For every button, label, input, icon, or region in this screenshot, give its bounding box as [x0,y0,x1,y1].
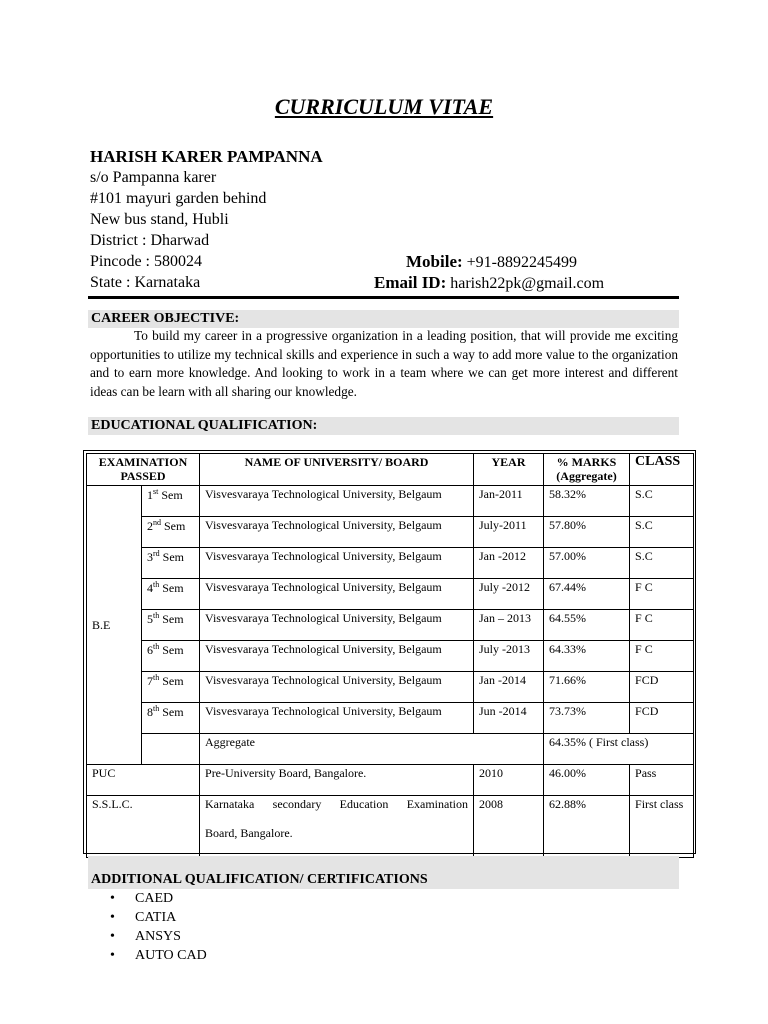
class-cell: FCD [630,703,694,734]
university-cell: Visvesvaraya Technological University, Belgaum [200,517,474,548]
semester-cell: 1st Sem [142,486,200,517]
university-cell: Visvesvaraya Technological University, Belgaum [200,579,474,610]
class-cell: F C [630,641,694,672]
exam-cell: S.S.L.C. [87,796,200,858]
semester-cell: 4th Sem [142,579,200,610]
education-heading: EDUCATIONAL QUALIFICATION: [88,417,679,435]
university-cell: Visvesvaraya Technological University, Belgaum [200,703,474,734]
email-label: Email ID: [374,273,447,292]
aggregate-value: 64.35% ( First class) [544,734,694,765]
marks-cell: 64.55% [544,610,630,641]
university-cell: Karnataka secondary Education Examination Board, Bangalore. [200,796,474,858]
semester-cell: 8th Sem [142,703,200,734]
mobile-number: +91-8892245499 [466,254,578,271]
mobile-contact [406,252,577,272]
university-cell: Visvesvaraya Technological University, Belgaum [200,641,474,672]
university-cell: Pre-University Board, Bangalore. [200,765,474,796]
list-item: • CAED [110,889,207,908]
class-cell: S.C [630,548,694,579]
class-cell: FCD [630,672,694,703]
university-cell: Visvesvaraya Technological University, Belgaum [200,486,474,517]
year-cell: Jan -2012 [474,548,544,579]
mobile-label: Mobile: [406,252,463,271]
aggregate-row [87,734,694,765]
address-line: New bus stand, Hubli [90,211,229,228]
address-line: District : Dharwad [90,232,210,249]
class-cell: S.C [630,517,694,548]
class-cell: Pass [630,765,694,796]
document-title: CURRICULUM VITAE [274,94,494,119]
email-contact [374,273,604,293]
table-row [87,765,694,796]
list-item: • ANSYS [110,927,207,946]
table-row [87,517,694,548]
exam-cell: PUC [87,765,200,796]
semester-cell: 2nd Sem [142,517,200,548]
table-row [87,486,694,517]
aggregate-label: Aggregate [200,734,544,765]
address-line: Pincode : 580024 [90,253,202,270]
address-line: s/o Pampanna karer [90,169,217,186]
table-row [87,796,694,858]
class-cell: F C [630,579,694,610]
year-cell: 2010 [474,765,544,796]
header-year: YEAR [474,454,544,486]
header-divider [88,296,679,299]
aggregate-blank-cell [142,734,200,765]
candidate-name: HARISH KARER PAMPANNA [90,147,323,166]
semester-cell: 7th Sem [142,672,200,703]
year-cell: Jan – 2013 [474,610,544,641]
marks-cell: 73.73% [544,703,630,734]
certification-list [110,889,207,965]
marks-cell: 46.00% [544,765,630,796]
table-row [87,579,694,610]
header-exam: EXAMINATION PASSED [87,454,200,486]
university-cell: Visvesvaraya Technological University, Belgaum [200,610,474,641]
education-table [86,453,694,858]
year-cell: Jan -2014 [474,672,544,703]
be-label: B.E [87,486,142,765]
table-row [87,641,694,672]
address-line: #101 mayuri garden behind [90,190,267,207]
year-cell: July-2011 [474,517,544,548]
class-cell: S.C [630,486,694,517]
year-cell: July -2012 [474,579,544,610]
marks-cell: 57.00% [544,548,630,579]
address-line: State : Karnataka [90,274,201,291]
marks-cell: 62.88% [544,796,630,858]
year-cell: Jan-2011 [474,486,544,517]
education-table-frame [83,450,696,854]
university-cell: Visvesvaraya Technological University, Belgaum [200,548,474,579]
header-class: CLASS [630,454,694,486]
header-university: NAME OF UNIVERSITY/ BOARD [200,454,474,486]
marks-cell: 58.32% [544,486,630,517]
class-cell: F C [630,610,694,641]
list-item: • AUTO CAD [110,946,207,965]
marks-cell: 67.44% [544,579,630,610]
year-cell: July -2013 [474,641,544,672]
semester-cell: 5th Sem [142,610,200,641]
table-row [87,610,694,641]
career-objective-heading: CAREER OBJECTIVE: [88,310,679,328]
table-row [87,672,694,703]
semester-cell: 6th Sem [142,641,200,672]
table-row [87,703,694,734]
table-header-row [87,454,694,486]
marks-cell: 64.33% [544,641,630,672]
table-row [87,548,694,579]
career-objective-text: To build my career in a progressive organization in a leading position, that will provide me exciting opportunities to utilize my technical skills and experience in such a way to add more value to the organization and to earn more knowledge. And looking to work in a team where we can get more interest and different ideas can be learn with all sharing our knowledge. [90,328,678,399]
year-cell: Jun -2014 [474,703,544,734]
additional-qualification-heading: ADDITIONAL QUALIFICATION/ CERTIFICATIONS [88,856,679,889]
list-item: • CATIA [110,908,207,927]
year-cell: 2008 [474,796,544,858]
email-address: harish22pk@gmail.com [450,275,605,292]
university-cell: Visvesvaraya Technological University, Belgaum [200,672,474,703]
header-marks: % MARKS (Aggregate) [544,454,630,486]
semester-cell: 3rd Sem [142,548,200,579]
marks-cell: 57.80% [544,517,630,548]
class-cell: First class [630,796,694,858]
marks-cell: 71.66% [544,672,630,703]
